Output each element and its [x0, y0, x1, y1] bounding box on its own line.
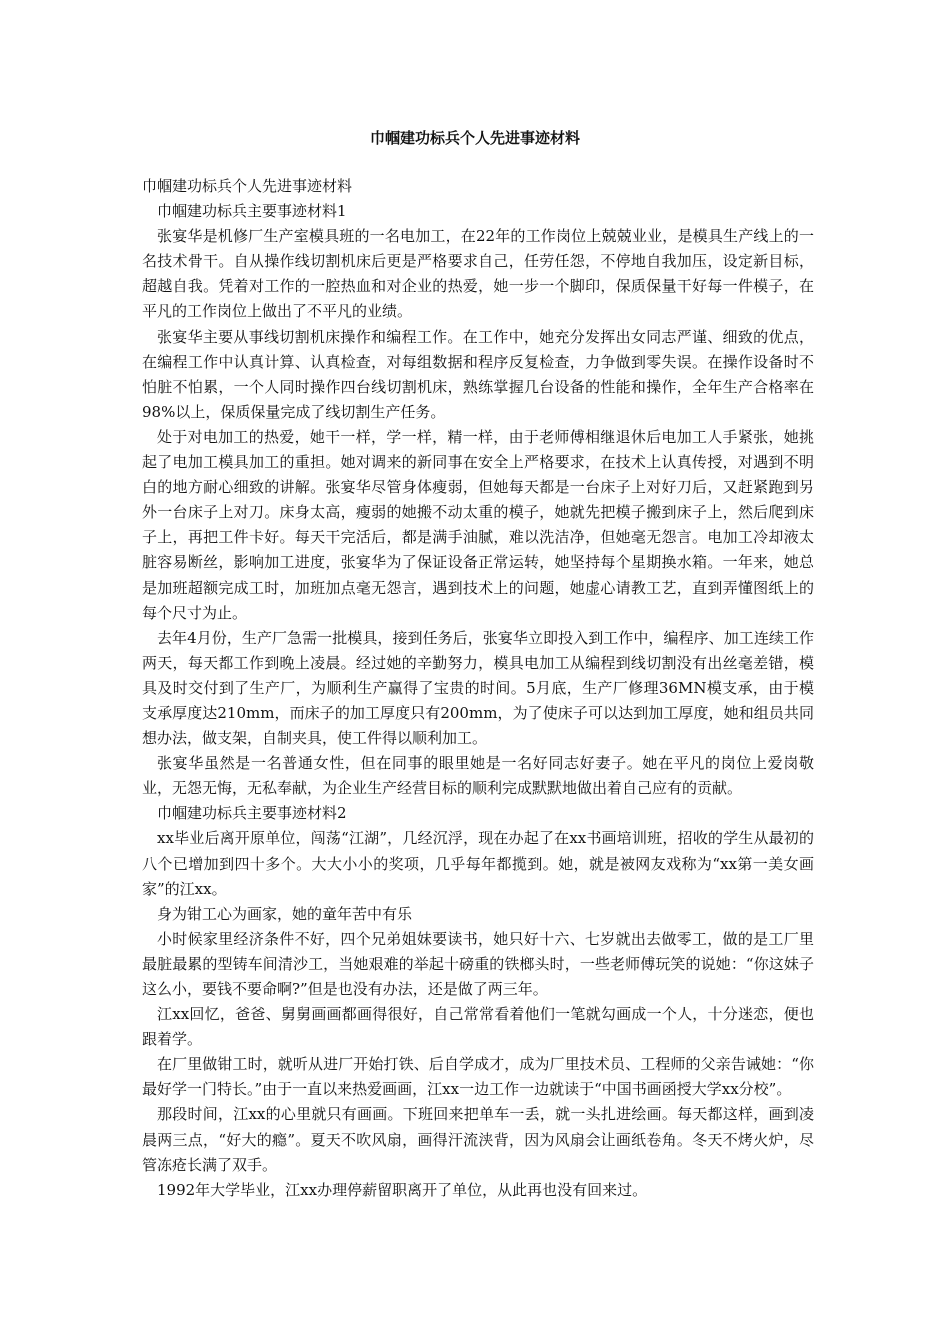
paragraph: 小时候家里经济条件不好，四个兄弟姐妹要读书，她只好十六、七岁就出去做零工，做的是工厂里最脏最累的型铸车间清沙工，当她艰难的举起十磅重的铁榔头时，一些老师傅玩笑的说她：“你这妹子这么小，要钱不要命啊?”但是也没有办法，还是做了两三年。	[142, 929, 814, 998]
document-body	[142, 174, 814, 1203]
paragraph: 去年4月份，生产厂急需一批模具，接到任务后，张宴华立即投入到工作中，编程序、加工连续工作两天，每天都工作到晚上凌晨。经过她的辛勤努力，模具电加工从编程到线切割没有出丝毫差错，模具及时交付到了生产厂，为顺利生产赢得了宝贵的时间。5月底，生产厂修理36MN模支承，由于模支承厚度达210mm，而床子的加工厚度只有200mm，为了使床子可以达到加工厚度，她和组员共同想办法，做支架，自制夹具，使工件得以顺利加工。	[142, 628, 814, 748]
paragraph: 在厂里做钳工时，就听从进厂开始打铁、后自学成才，成为厂里技术员、工程师的父亲告诫她：“你最好学一门特长。”由于一直以来热爱画画，江xx一边工作一边就读于“中国书画函授大学xx分校”。	[142, 1055, 814, 1099]
section-heading: 巾帼建功标兵主要事迹材料1	[157, 202, 347, 221]
paragraph: 那段时间，江xx的心里就只有画画。下班回来把单车一丢，就一头扎进绘画。每天都这样，画到凌晨两三点，“好大的瘾”。夏天不吹风扇，画得汗流浃背，因为风扇会让画纸卷角。冬天不烤火炉，尽管冻疮长满了双手。	[142, 1105, 814, 1174]
document-title: 巾帼建功标兵个人先进事迹材料	[369, 129, 580, 147]
paragraph: 张宴华是机修厂生产室模具班的一名电加工，在22年的工作岗位上兢兢业业，是模具生产线上的一名技术骨干。自从操作线切割机床后更是严格要求自己，任劳任怨，不停地自我加压，设定新目标，超越自我。凭着对工作的一腔热血和对企业的热爱，她一步一个脚印，保质保量干好每一件模子，在平凡的工作岗位上做出了不平凡的业绩。	[142, 227, 814, 321]
paragraph: 江xx回忆，爸爸、舅舅画画都画得很好，自己常常看着他们一笔就勾画成一个人，十分迷恋，便也跟着学。	[142, 1005, 814, 1049]
section-heading: 巾帼建功标兵主要事迹材料2	[157, 804, 347, 823]
paragraph: 处于对电加工的热爱，她干一样，学一样，精一样，由于老师傅相继退休后电加工人手紧张，她挑起了电加工模具加工的重担。她对调来的新同事在安全上严格要求，在技术上认真传授，对遇到不明白的地方耐心细致的讲解。张宴华尽管身体瘦弱，但她每天都是一台床子上对好刀后，又赶紧跑到另外一台床子上对刀。床身太高，瘦弱的她搬不动太重的模子，她就先把模子搬到床子上，然后爬到床子上，再把工件卡好。每天干完活后，都是满手油腻，难以洗洁净，但她毫无怨言。电加工冷却液太脏容易断丝，影响加工进度，张宴华为了保证设备正常运转，她坚持每个星期换水箱。一年来，她总是加班超额完成工时，加班加点毫无怨言，遇到技术上的问题，她虚心请教工艺，直到弄懂图纸上的每个尺寸为止。	[142, 427, 814, 622]
subheading: 身为钳工心为画家，她的童年苦中有乐	[157, 904, 413, 923]
paragraph: 张宴华主要从事线切割机床操作和编程工作。在工作中，她充分发挥出女同志严谨、细致的优点，在编程工作中认真计算、认真检查，对每组数据和程序反复检查，力争做到零失误。在操作设备时不怕脏不怕累，一个人同时操作四台线切割机床，熟练掌握几台设备的性能和操作，全年生产合格率在98%以上，保质保量完成了线切割生产任务。	[142, 327, 814, 421]
body-heading: 巾帼建功标兵个人先进事迹材料	[142, 177, 353, 195]
paragraph: xx毕业后离开原单位，闯荡“江湖”，几经沉浮，现在办起了在xx书画培训班，招收的学生从最初的八个已增加到四十多个。大大小小的奖项，几乎每年都揽到。她，就是被网友戏称为“xx第一美女画家”的江xx。	[142, 829, 814, 898]
paragraph: 张宴华虽然是一名普通女性，但在同事的眼里她是一名好同志好妻子。她在平凡的岗位上爱岗敬业，无怨无悔，无私奉献，为企业生产经营目标的顺利完成默默地做出着自己应有的贡献。	[142, 754, 814, 798]
paragraph: 1992年大学毕业，江xx办理停薪留职离开了单位，从此再也没有回来过。	[157, 1180, 648, 1199]
